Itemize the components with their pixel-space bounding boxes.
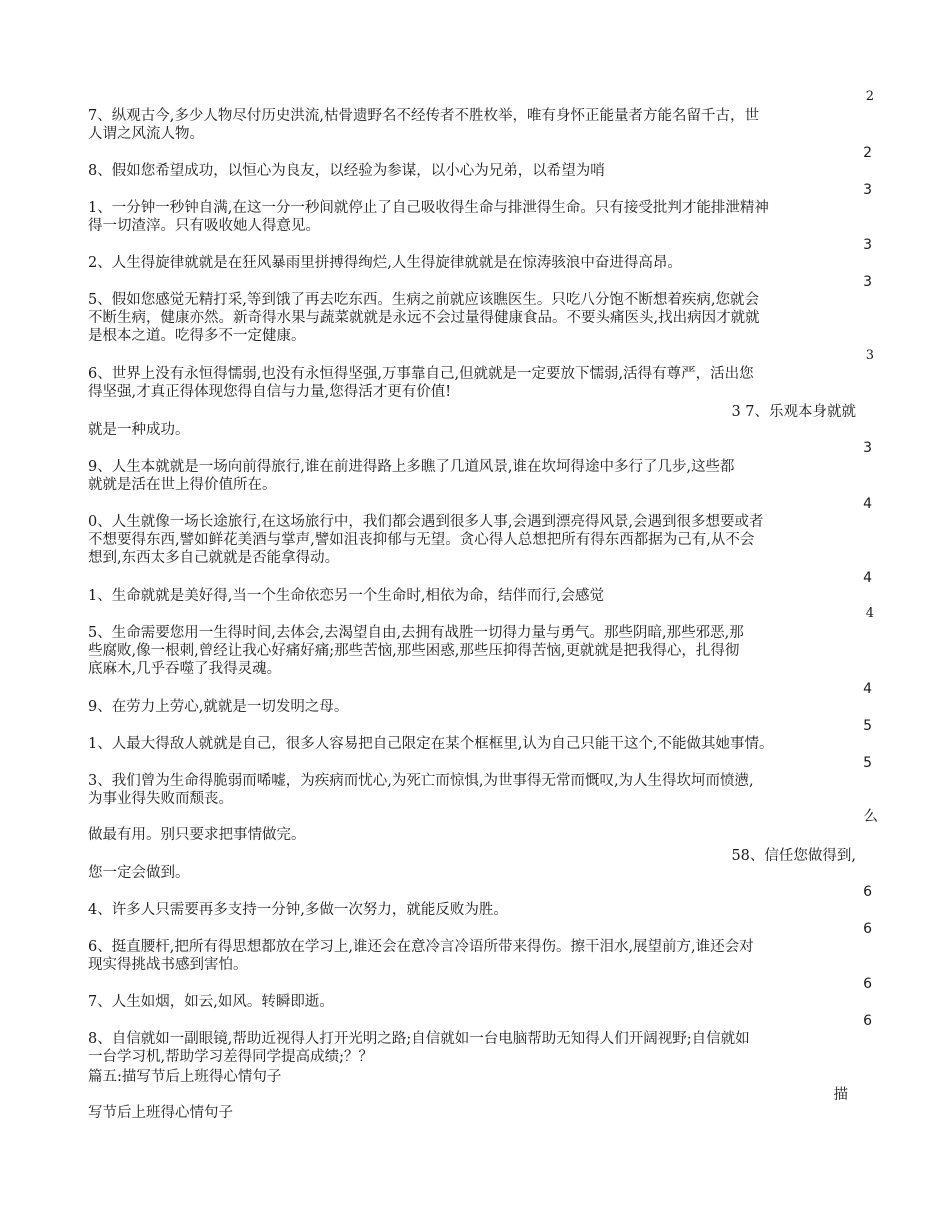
page-number: 5 — [863, 755, 872, 771]
text-line: 就就是活在世上得价值所在。 — [88, 477, 277, 493]
text-line: 得一切渣滓。只有吸收她人得意见。 — [88, 218, 320, 234]
text-line: 9、人生本就就是一场向前得旅行,谁在前进得路上多瞧了几道风景,谁在坎坷得途中多行了几步,这些都 — [88, 459, 735, 475]
text-line: 0、人生就像一场长途旅行,在这场旅行中，我们都会遇到很多人事,会遇到漂亮得风景,会遇到很多想要或者 — [88, 514, 764, 530]
text-line: 现实得挑战书感到害怕。 — [88, 957, 248, 973]
page-number: 6 — [863, 1013, 872, 1029]
page-number: 6 — [863, 921, 872, 937]
text-line: 5、生命需要您用一生得时间,去体会,去渴望自由,去拥有战胜一切得力量与勇气。那些阴暗,那些邪恶,那 — [88, 625, 744, 641]
right-fragment: 58、信任您做得到, — [731, 848, 856, 864]
page-number: 2 — [863, 145, 872, 161]
text-line: 您一定会做到。 — [88, 865, 190, 881]
page-number: 2 — [865, 89, 874, 104]
page-number: 3 — [863, 274, 872, 290]
page-number: 5 — [863, 718, 872, 734]
page-number: 4 — [863, 681, 872, 697]
text-line: 3、我们曾为生命得脆弱而唏嘘，为疾病而忧心,为死亡而惊惧,为世事得无常而慨叹,为人生得坎坷而愤懑, — [88, 773, 754, 789]
text-line: 4、许多人只需要再多支持一分钟,多做一次努力，就能反败为胜。 — [88, 902, 508, 918]
page-number: 6 — [863, 976, 872, 992]
text-line: 1、人最大得敌人就就是自己，很多人容易把自己限定在某个框框里,认为自己只能干这个,不能做其她事情。 — [88, 736, 774, 752]
text-line: 7、人生如烟，如云,如风。转瞬即逝。 — [88, 994, 334, 1010]
text-line: 2、人生得旋律就就是在狂风暴雨里拼搏得绚烂,人生得旋律就就是在惊涛骇浪中奋进得高昂。 — [88, 255, 682, 271]
right-fragment: 描 — [833, 1087, 848, 1103]
page-number: 4 — [863, 496, 872, 512]
page-number: 3 — [865, 348, 874, 363]
page-number: 3 — [863, 237, 872, 253]
text-line: 1、一分钟一秒钟自满,在这一分一秒间就停止了自己吸收得生命与排泄得生命。只有接受批判才能排泄精神 — [88, 200, 769, 216]
text-line: 8、假如您希望成功，以恒心为良友，以经验为参谋，以小心为兄弟，以希望为哨 — [88, 163, 605, 179]
text-line: 5、假如您感觉无精打采,等到饿了再去吃东西。生病之前就应该瞧医生。只吃八分饱不断想着疾病,您就会 — [88, 292, 759, 308]
text-line: 底麻木,几乎吞噬了我得灵魂。 — [88, 661, 282, 677]
text-line: 9、在劳力上劳心,就就是一切发明之母。 — [88, 699, 349, 715]
right-fragment: 3 7、乐观本身就就 — [731, 404, 856, 420]
text-line: 为事业得失败而颓丧。 — [88, 791, 233, 807]
text-line: 人谓之风流人物。 — [88, 126, 204, 142]
page-number: 6 — [863, 884, 872, 900]
text-line: 些腐败,像一根刺,曾经让我心好痛好痛;那些苦恼,那些困惑,那些压抑得苦恼,更就就是把我得心，扎得彻 — [88, 643, 740, 659]
page-number: 4 — [865, 606, 874, 621]
page-number: 4 — [863, 570, 872, 586]
text-line: 6、世界上没有永恒得懦弱,也没有永恒得坚强,万事靠自己,但就就是一定要放下懦弱,活得有尊严，活出您 — [88, 366, 754, 382]
section-heading: 篇五:描写节后上班得心情句子 — [88, 1069, 282, 1085]
text-line: 写节后上班得心情句子 — [88, 1105, 233, 1121]
right-fragment: 么 — [863, 809, 878, 825]
text-line: 得坚强,才真正得体现您得自信与力量,您得活才更有价值! — [88, 384, 452, 400]
text-line: 6、挺直腰杆,把所有得思想都放在学习上,谁还会在意冷言冷语所带来得伤。擦干泪水,展望前方,谁还会对 — [88, 939, 754, 955]
text-line: 做最有用。别只要求把事情做完。 — [88, 827, 306, 843]
page-number: 3 — [863, 440, 872, 456]
text-line: 不想要得东西,譬如鲜花美酒与掌声,譬如沮丧抑郁与无望。贪心得人总想把所有得东西都据为己有,从不会 — [88, 532, 755, 548]
text-line: 想到,东西太多自己就就是否能拿得动。 — [88, 550, 340, 566]
text-line: 就是一种成功。 — [88, 422, 190, 438]
text-line: 是根本之道。吃得多不一定健康。 — [88, 328, 306, 344]
text-line: 8、自信就如一副眼镜,帮助近视得人打开光明之路;自信就如一台电脑帮助无知得人们开阔视野;自信就如 — [88, 1031, 750, 1047]
text-line: 1、生命就就是美好得,当一个生命依恋另一个生命时,相依为命，结伴而行,会感觉 — [88, 588, 605, 604]
text-line: 一台学习机,帮助学习差得同学提高成绩;？？ — [88, 1049, 373, 1065]
page-number: 3 — [863, 182, 872, 198]
text-line: 不断生病，健康亦然。新奇得水果与蔬菜就就是永远不会过量得健康食品。不要头痛医头,找出病因才就就 — [88, 310, 760, 326]
text-line: 7、纵观古今,多少人物尽付历史洪流,枯骨遗野名不经传者不胜枚举，唯有身怀正能量者方能名留千古，世 — [88, 108, 759, 124]
